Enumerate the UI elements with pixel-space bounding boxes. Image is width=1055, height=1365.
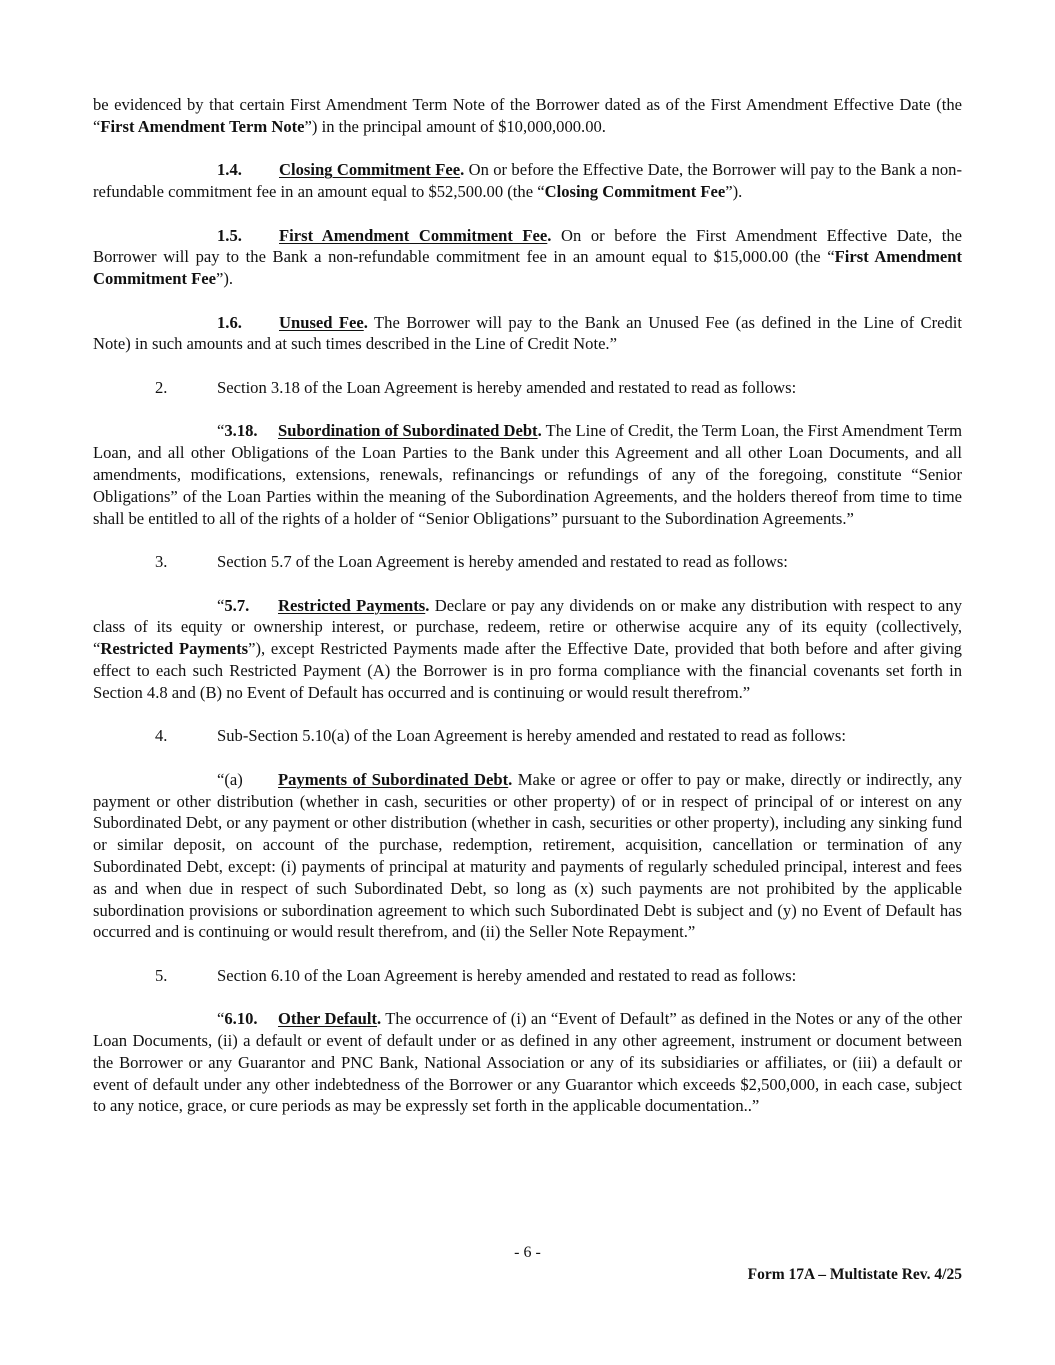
amendment-item-3: 3. Section 5.7 of the Loan Agreement is hereby amended and restated to read as follows: xyxy=(155,552,788,572)
section-number: 1.4. xyxy=(217,160,242,180)
amendment-item-4: 4. Sub-Section 5.10(a) of the Loan Agreement is hereby amended and restated to read as follows: xyxy=(155,726,846,746)
section-number: 1.6. xyxy=(217,312,242,332)
amendment-item-5: 5. Section 6.10 of the Loan Agreement is hereby amended and restated to read as follows: xyxy=(155,965,797,985)
page-number: - 6 - xyxy=(514,1244,541,1261)
section-1-6: 1.6. Unused Fee. The Borrower will pay to the Bank an Unused Fee (as defined in the Line of Credit Note) in such amounts and at such times described in the Line of Credit Note.” xyxy=(93,312,962,354)
document-body xyxy=(93,94,962,1117)
section-number: 3.18. xyxy=(224,421,258,441)
section-heading: Subordination of Subordinated Debt xyxy=(278,421,538,441)
section-heading: Payments of Subordinated Debt xyxy=(278,769,509,789)
item-number: 3. xyxy=(155,552,168,572)
section-heading: Restricted Payments xyxy=(278,595,426,615)
section-heading: Closing Commitment Fee xyxy=(279,160,461,180)
section-1-4: 1.4. Closing Commitment Fee. On or before the Effective Date, the Borrower will pay to the Bank a non-refundable commitment fee in an amount equal to $52,500.00 (the “Closing Commitment Fee”). xyxy=(93,160,962,202)
section-5-10-a: “(a) Payments of Subordinated Debt. Make or agree or offer to pay or make, directly or indirectly, any payment or other distribution (whether in cash, securities or other property) of or in respect of principal of or interest on any Subordinated Debt, or any payment or other distribution (whether in cash, securities or other property), including any sinking fund or similar deposit, on account of the purchase, redemption, retirement, acquisition, cancellation or termination of any Subordinated Debt, except: (i) payments of principal at maturity and payments of regularly scheduled principal, interest and fees as and when due in respect of such Subordinated Debt, so long as (x) such payments are not prohibited by the applicable subordination provisions or subordination agreement to which such Subordinated Debt is subject and (y) no Event of Default has occurred and is continuing or would result therefrom, and (ii) the Seller Note Repayment.” xyxy=(93,769,962,942)
amendment-item-2: 2. Section 3.18 of the Loan Agreement is hereby amended and restated to read as follows: xyxy=(155,377,797,397)
section-heading: First Amendment Commitment Fee xyxy=(279,225,548,245)
section-number: 6.10. xyxy=(224,1009,258,1029)
section-number: 1.5. xyxy=(217,225,242,245)
section-heading: Unused Fee xyxy=(279,312,364,332)
section-6-10: “6.10. Other Default. The occurrence of (i) an “Event of Default” as defined in the Notes or any of the other Loan Documents, (ii) a default or event of default under or as defined in any other agreement, instrument or document between the Borrower or any Guarantor and PNC Bank, National Association or any of its subsidiaries or affiliates, or (iii) a default or event of default under any other indebtedness of the Borrower or any Guarantor which exceeds $2,500,000, in each case, subject to any notice, grace, or cure periods as may be expressly set forth in the applicable documentation..” xyxy=(93,1009,962,1116)
paragraph-term-note: be evidenced by that certain First Amendment Term Note of the Borrower dated as of the First Amendment Effective Date (the “First Amendment Term Note”) in the principal amount of $10,000,000.00. xyxy=(93,95,962,136)
section-3-18: “3.18. Subordination of Subordinated Debt. The Line of Credit, the Term Loan, the First Amendment Term Loan, and all other Obligations of the Loan Parties to the Bank under this Agreement and all other Loan Documents, and all amendments, modifications, extensions, renewals, refinancings or refundings of any of the foregoing, constitute “Senior Obligations” of the Loan Parties within the meaning of the Subordination Agreements, and the holders thereof from time to time shall be entitled to all of the rights of a holder of “Senior Obligations” pursuant to the Subordination Agreements.” xyxy=(93,421,963,528)
item-number: 2. xyxy=(155,377,168,397)
section-number: “(a) xyxy=(217,769,243,789)
section-number: 5.7. xyxy=(224,595,250,615)
item-number: 4. xyxy=(155,726,168,746)
section-5-7: “5.7. Restricted Payments. Declare or pay any dividends on or make any distribution with respect to any class of its equity or ownership interest, or purchase, redeem, retire or otherwise acquire any of its equity (collectively, “Restricted Payments”), except Restricted Payments made after the Effective Date, provided that both before and after giving effect to each such Restricted Payment (A) the Borrower is in pro forma compliance with the financial covenants set forth in Section 4.8 and (B) no Event of Default has occurred and is continuing or would result therefrom.” xyxy=(93,595,962,702)
section-1-5: 1.5. First Amendment Commitment Fee. On or before the First Amendment Effective Date, the Borrower will pay to the Bank a non-refundable commitment fee in an amount equal to $15,000.00 (the “First Amendment Commitment Fee”). xyxy=(93,225,963,289)
form-identifier: Form 17A – Multistate Rev. 4/25 xyxy=(747,1266,962,1283)
item-number: 5. xyxy=(155,965,168,985)
section-heading: Other Default xyxy=(278,1009,378,1029)
